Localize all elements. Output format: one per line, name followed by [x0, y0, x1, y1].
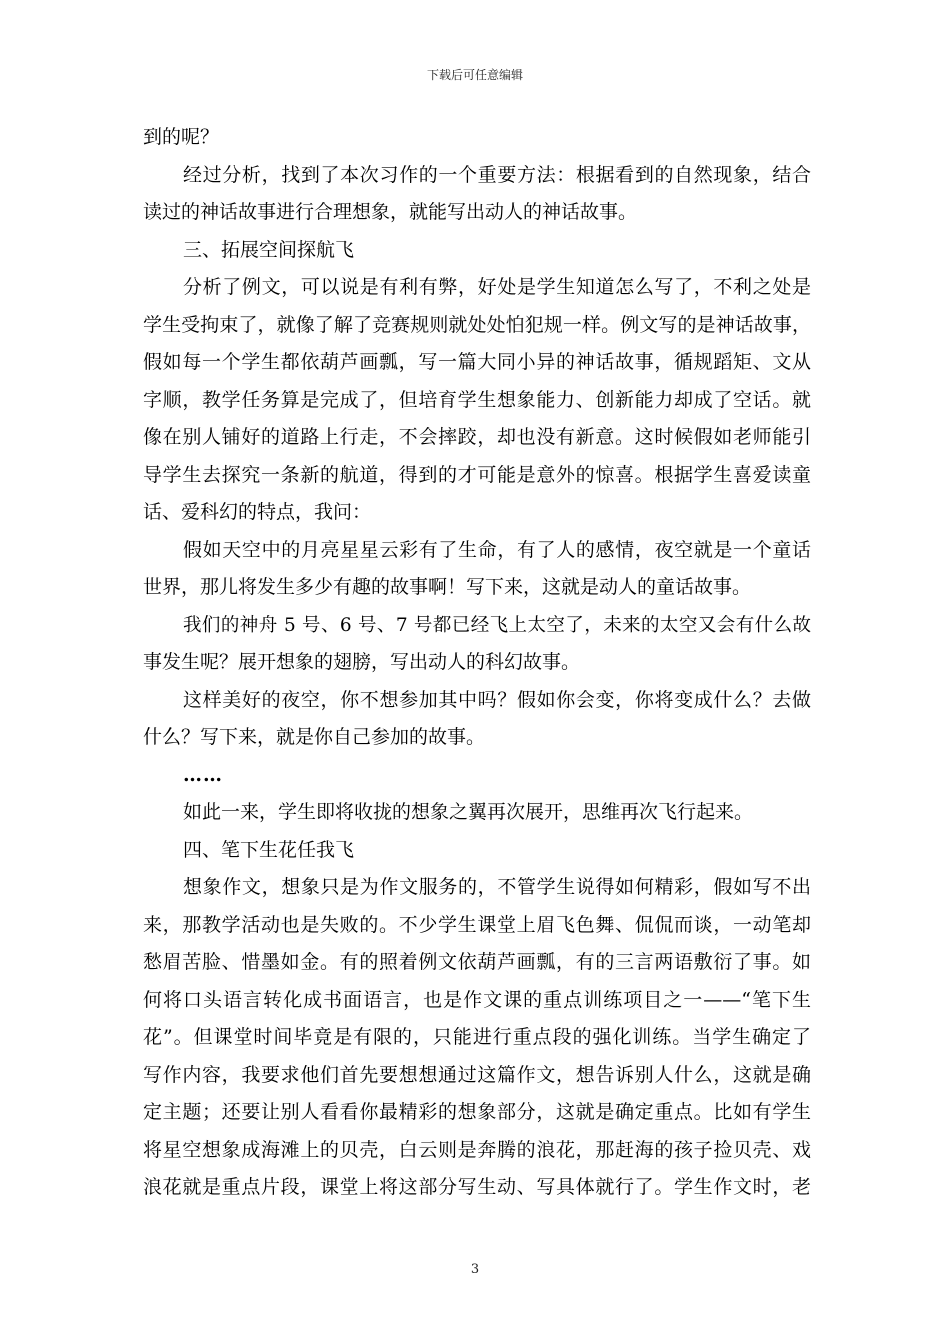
text-line: 我们的神舟 5 号、6 号、7 号都已经飞上太空了，未来的太空又会有什么故	[183, 614, 811, 636]
text-line: 来，那教学活动也是失败的。不少学生课堂上眉飞色舞、侃侃而谈，一动笔却	[143, 913, 811, 936]
text-line: 定主题；还要让别人看看你最精彩的想象部分，这就是确定重点。比如有学生	[143, 1101, 811, 1123]
text-line: 这样美好的夜空，你不想参加其中吗？假如你会变，你将变成什么？去做	[183, 688, 811, 711]
text-line: 经过分析，找到了本次习作的一个重要方法：根据看到的自然现象，结合	[183, 163, 811, 186]
text-line: 分析了例文，可以说是有利有弊，好处是学生知道怎么写了，不利之处是	[183, 276, 811, 298]
text-line: 字顺，教学任务算是完成了，但培育学生想象能力、创新能力却成了空话。就	[143, 388, 811, 411]
text-line: 事发生呢？展开想象的翅膀，写出动人的科幻故事。	[143, 651, 581, 673]
text-line: 世界，那儿将发生多少有趣的故事啊！写下来，这就是动人的童话故事。	[143, 576, 752, 598]
text-line: 读过的神话故事进行合理想象，就能写出动人的神话故事。	[143, 201, 638, 223]
section-heading: 三、拓展空间探航飞	[183, 238, 355, 261]
page-header: 下载后可任意编辑	[426, 68, 523, 82]
page-number: 3	[470, 1262, 480, 1277]
text-line: 想象作文，想象只是为作文服务的，不管学生说得如何精彩，假如写不出	[183, 876, 811, 898]
text-line: 何将口头语言转化成书面语言，也是作文课的重点训练项目之一——“笔下生	[143, 988, 811, 1011]
text-line: 如此一来，学生即将收拢的想象之翼再次展开，思维再次飞行起来。	[183, 801, 754, 823]
text-line: 假如天空中的月亮星星云彩有了生命，有了人的感情，夜空就是一个童话	[183, 538, 811, 561]
text-line: 花”。但课堂时间毕竟是有限的，只能进行重点段的强化训练。当学生确定了	[143, 1026, 811, 1048]
text-line: 像在别人铺好的道路上行走，不会摔跤，却也没有新意。这时候假如老师能引	[143, 426, 811, 448]
text-line: 写作内容，我要求他们首先要想想通过这篇作文，想告诉别人什么，这就是确	[143, 1063, 811, 1086]
text-line: 到的呢？	[143, 126, 220, 148]
text-line: 学生受拘束了，就像了解了竞赛规则就处处怕犯规一样。例文写的是神话故事，	[143, 313, 811, 336]
text-line: 导学生去探究一条新的航道，得到的才可能是意外的惊喜。根据学生喜爱读童	[143, 463, 811, 486]
text-line: 什么？写下来，就是你自己参加的故事。	[143, 726, 486, 748]
ellipsis-line: ……	[183, 763, 223, 786]
text-line: 将星空想象成海滩上的贝壳，白云则是奔腾的浪花，那赶海的孩子捡贝壳、戏	[143, 1138, 811, 1161]
text-line: 浪花就是重点片段，课堂上将这部分写生动、写具体就行了。学生作文时，老	[143, 1176, 811, 1198]
text-line: 愁眉苦脸、惜墨如金。有的照着例文依葫芦画瓢，有的三言两语敷衍了事。如	[143, 951, 811, 973]
section-heading: 四、笔下生花任我飞	[183, 838, 355, 861]
document-body	[143, 119, 811, 1207]
text-line: 话、爱科幻的特点，我问：	[143, 501, 372, 523]
text-line: 假如每一个学生都依葫芦画瓢，写一篇大同小异的神话故事，循规蹈矩、文从	[143, 351, 811, 373]
